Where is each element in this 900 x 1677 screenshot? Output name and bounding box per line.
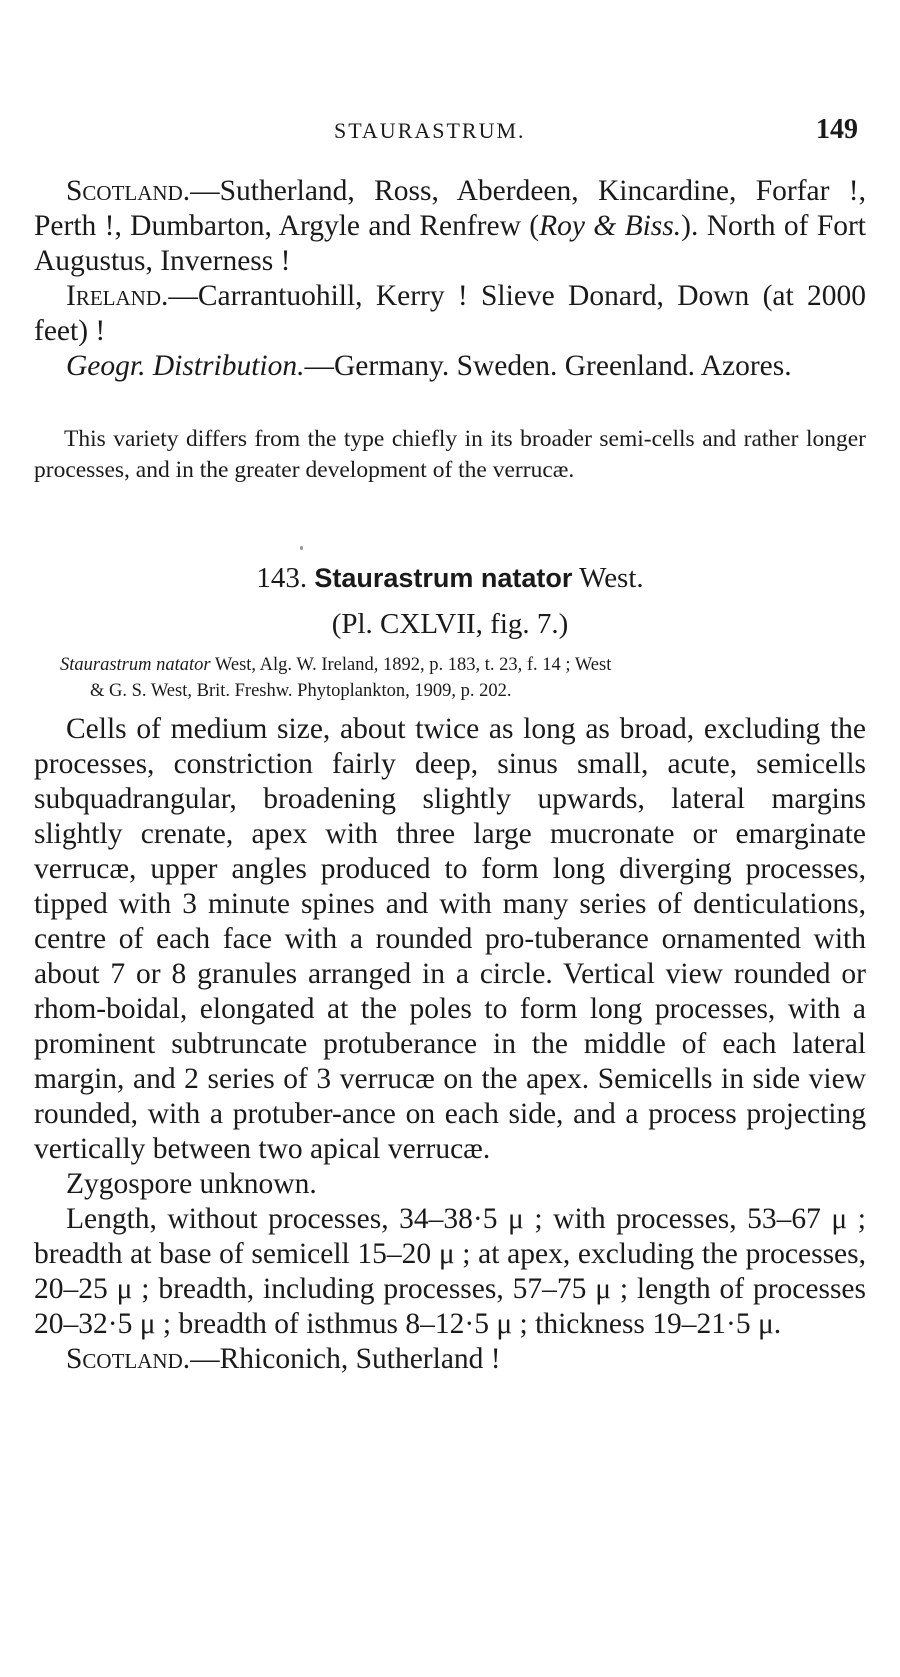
scotland-paragraph	[34, 174, 866, 279]
species-name: Staurastrum natator	[314, 563, 573, 593]
running-head	[0, 114, 900, 148]
scotland-label: Scotland	[66, 1343, 183, 1375]
citation-text-1: West, Alg. W. Ireland, 1892, p. 183, t. 23, f. 14 ; West	[214, 655, 612, 675]
scotland-label: Scotland	[66, 175, 183, 207]
running-title: STAURASTRUM.	[334, 118, 526, 143]
species-description	[34, 712, 866, 1377]
geogr-label: Geogr. Distribution.	[66, 350, 305, 382]
citation-line-2: & G. S. West, Brit. Freshw. Phytoplankton, 1909, p. 202.	[90, 681, 512, 701]
scotland-text: .—Rhiconich, Sutherland !	[182, 1343, 501, 1375]
variety-note	[34, 424, 866, 486]
ireland-paragraph	[34, 279, 866, 349]
species-number: 143.	[256, 562, 308, 594]
scotland-text-end: ). North of Fort Augustus, Inverness !	[34, 210, 866, 277]
description-text: Cells of medium size, about twice as long as broad, excluding the processes, constriction fairly deep, sinus small, acute, semicells subquadrangular, broadening slightly upwards, lateral margins slightly crenate, apex with three large mucronate or emarginate verrucæ, upper angles produced to form long diverging processes, tipped with 3 minute spines and with many series of denticulations, centre of each face with a rounded pro-tuberance ornamented with about 7 or 8 granules arranged in a circle. Vertical view rounded or rhom-boidal, elongated at the poles to form long processes, with a prominent subtruncate protuberance in the middle of each lateral margin, and 2 series of 3 verrucæ on the apex. Semicells in side view rounded, with a protuber-ance on each side, and a process projecting vertically between two apical verrucæ.	[34, 713, 866, 1165]
print-speck	[300, 546, 303, 550]
plate-reference	[0, 608, 900, 641]
ireland-label: Ireland	[66, 280, 161, 312]
plate-reference-text: (Pl. CXLVII, fig. 7.)	[331, 608, 569, 640]
species-heading	[0, 562, 900, 595]
species-author: West.	[579, 562, 644, 594]
variety-note-text: This variety differs from the type chiefly in its broader semi-cells and rather longer processes, and in the greater development of the verrucæ.	[34, 426, 866, 483]
previous-distribution	[34, 174, 866, 384]
ireland-text: .—Carrantuohill, Kerry ! Slieve Donard, Down (at 2000 feet) !	[34, 280, 866, 347]
dimensions-text: Length, without processes, 34–38·5 μ ; with processes, 53–67 μ ; breadth at base of semicell 15–20 μ ; at apex, excluding the processes, 20–25 μ ; breadth, including processes, 57–75 μ ; length of processes 20–32·5 μ ; breadth of isthmus 8–12·5 μ ; thickness 19–21·5 μ.	[34, 1203, 866, 1340]
species-distribution	[34, 1342, 866, 1377]
citation-line-1	[60, 652, 866, 678]
citation	[60, 652, 866, 704]
zygospore-text: Zygospore unknown.	[66, 1168, 317, 1200]
scotland-text: .—Sutherland, Ross, Aberdeen, Kincardine, Forfar !, Perth !, Dumbarton, Argyle and Renfrew (	[34, 175, 866, 242]
geographic-distribution	[34, 349, 866, 384]
scotland-authority: Roy & Biss.	[539, 210, 682, 242]
geogr-text: —Germany. Sweden. Greenland. Azores.	[304, 350, 792, 382]
citation-name: Staurastrum natator	[60, 655, 211, 675]
page-number: 149	[816, 114, 858, 145]
